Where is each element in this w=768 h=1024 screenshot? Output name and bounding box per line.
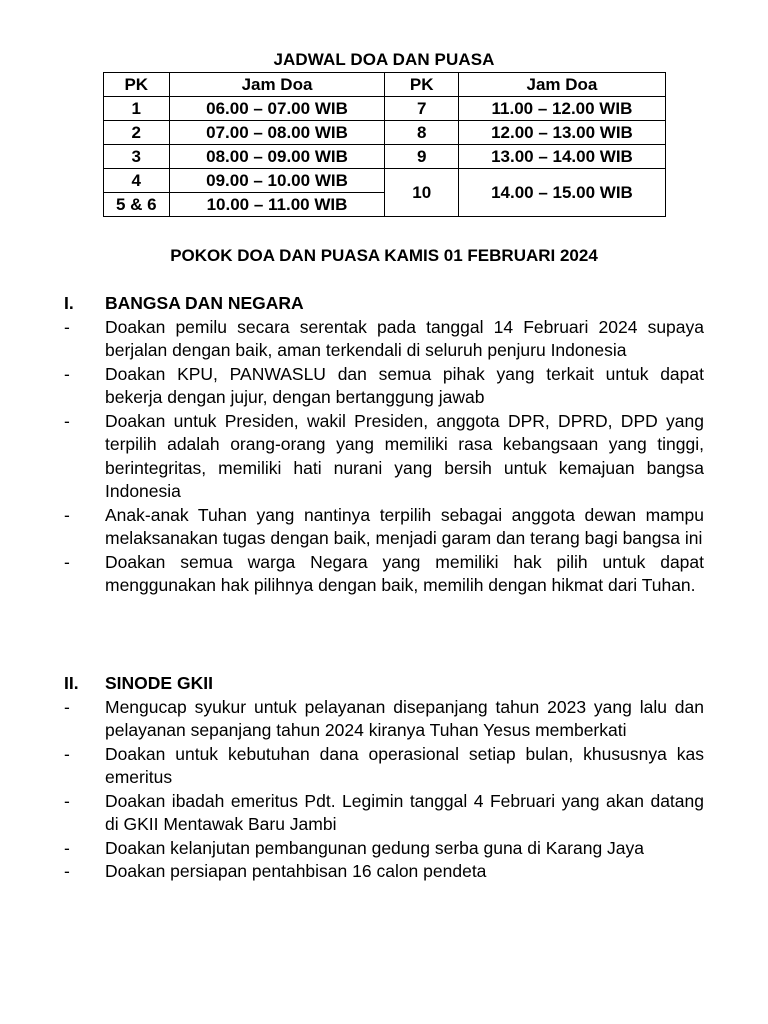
bullet: -: [64, 363, 70, 384]
list-item: [64, 860, 704, 884]
cell-pk: 1: [104, 97, 170, 121]
list-item: [64, 790, 704, 837]
cell-pk: 7: [385, 97, 458, 121]
cell-jam: 14.00 – 15.00 WIB: [458, 169, 665, 217]
list-item-text: Doakan untuk kebutuhan dana operasional setiap bulan, khususnya kas emeritus: [105, 743, 704, 787]
table-row: [104, 97, 666, 121]
cell-jam: 11.00 – 12.00 WIB: [458, 97, 665, 121]
header-jam-doa-2: Jam Doa: [458, 73, 665, 97]
table-row: [104, 145, 666, 169]
cell-jam: 06.00 – 07.00 WIB: [169, 97, 385, 121]
cell-pk: 4: [104, 169, 170, 193]
cell-pk: 9: [385, 145, 458, 169]
header-pk-2: PK: [385, 73, 458, 97]
cell-pk: 8: [385, 121, 458, 145]
cell-pk: 5 & 6: [104, 193, 170, 217]
section-number: II.: [64, 673, 79, 693]
section-bangsa-negara: [64, 292, 704, 598]
list-item-text: Doakan untuk Presiden, wakil Presiden, anggota DPR, DPRD, DPD yang terpilih adalah orang-orang yang memiliki rasa kebangsaan yang tinggi, berintegritas, memiliki hati nurani yang bersih untuk kemajuan bangsa Indonesia: [105, 410, 704, 501]
list-item: [64, 837, 704, 861]
section-number: I.: [64, 293, 74, 313]
list-item-text: Doakan KPU, PANWASLU dan semua pihak yang terkait untuk dapat bekerja dengan jujur, dengan bertanggung jawab: [105, 363, 704, 407]
bullet: -: [64, 551, 70, 572]
bullet: -: [64, 410, 70, 431]
bullet: -: [64, 837, 70, 858]
bullet: -: [64, 790, 70, 811]
list-item-text: Doakan pemilu secara serentak pada tanggal 14 Februari 2024 supaya berjalan dengan baik, aman terkendali di seluruh penjuru Indonesia: [105, 316, 704, 360]
list-item: [64, 696, 704, 743]
section-title: SINODE GKII: [105, 673, 213, 693]
section-sinode-gkii: [64, 672, 704, 884]
cell-jam: 08.00 – 09.00 WIB: [169, 145, 385, 169]
cell-jam: 07.00 – 08.00 WIB: [169, 121, 385, 145]
schedule-title: JADWAL DOA DAN PUASA: [273, 50, 495, 69]
list-item: [64, 504, 704, 551]
list-item-text: Doakan persiapan pentahbisan 16 calon pendeta: [105, 861, 487, 881]
bullet: -: [64, 316, 70, 337]
section-heading: [64, 672, 704, 696]
section-heading: [64, 292, 704, 316]
prayer-subtitle: POKOK DOA DAN PUASA KAMIS 01 FEBRUARI 2024: [170, 246, 598, 265]
cell-pk: 2: [104, 121, 170, 145]
list-item-text: Mengucap syukur untuk pelayanan disepanjang tahun 2023 yang lalu dan pelayanan sepanjang tahun 2024 kiranya Tuhan Yesus memberkati: [105, 696, 704, 740]
bullet: -: [64, 861, 70, 881]
cell-jam: 12.00 – 13.00 WIB: [458, 121, 665, 145]
header-pk: PK: [104, 73, 170, 97]
list-item-text: Doakan ibadah emeritus Pdt. Legimin tanggal 4 Februari yang akan datang di GKII Mentawak Baru Jambi: [105, 790, 704, 834]
cell-jam: 09.00 – 10.00 WIB: [169, 169, 385, 193]
schedule-header-row: [104, 73, 666, 97]
list-item: [64, 743, 704, 790]
table-row: [104, 169, 666, 193]
cell-pk: 10: [385, 169, 458, 217]
header-jam-doa: Jam Doa: [169, 73, 385, 97]
cell-jam: 13.00 – 14.00 WIB: [458, 145, 665, 169]
list-item-text: Doakan kelanjutan pembangunan gedung serba guna di Karang Jaya: [105, 837, 645, 858]
cell-jam: 10.00 – 11.00 WIB: [169, 193, 385, 217]
list-item-text: Anak-anak Tuhan yang nantinya terpilih sebagai anggota dewan mampu melaksanakan tugas dengan baik, menjadi garam dan terang bagi bangsa ini: [105, 504, 704, 548]
list-item: [64, 316, 704, 363]
table-row: [104, 121, 666, 145]
bullet: -: [64, 504, 70, 525]
bullet: -: [64, 696, 70, 717]
section-title: BANGSA DAN NEGARA: [105, 293, 304, 313]
bullet: -: [64, 743, 70, 764]
list-item: [64, 363, 704, 410]
list-item: [64, 551, 704, 598]
list-item-text: Doakan semua warga Negara yang memiliki hak pilih untuk dapat menggunakan hak pilihnya dengan baik, memilih dengan hikmat dari Tuhan.: [105, 551, 704, 595]
schedule-table: [103, 72, 666, 217]
cell-pk: 3: [104, 145, 170, 169]
list-item: [64, 410, 704, 504]
